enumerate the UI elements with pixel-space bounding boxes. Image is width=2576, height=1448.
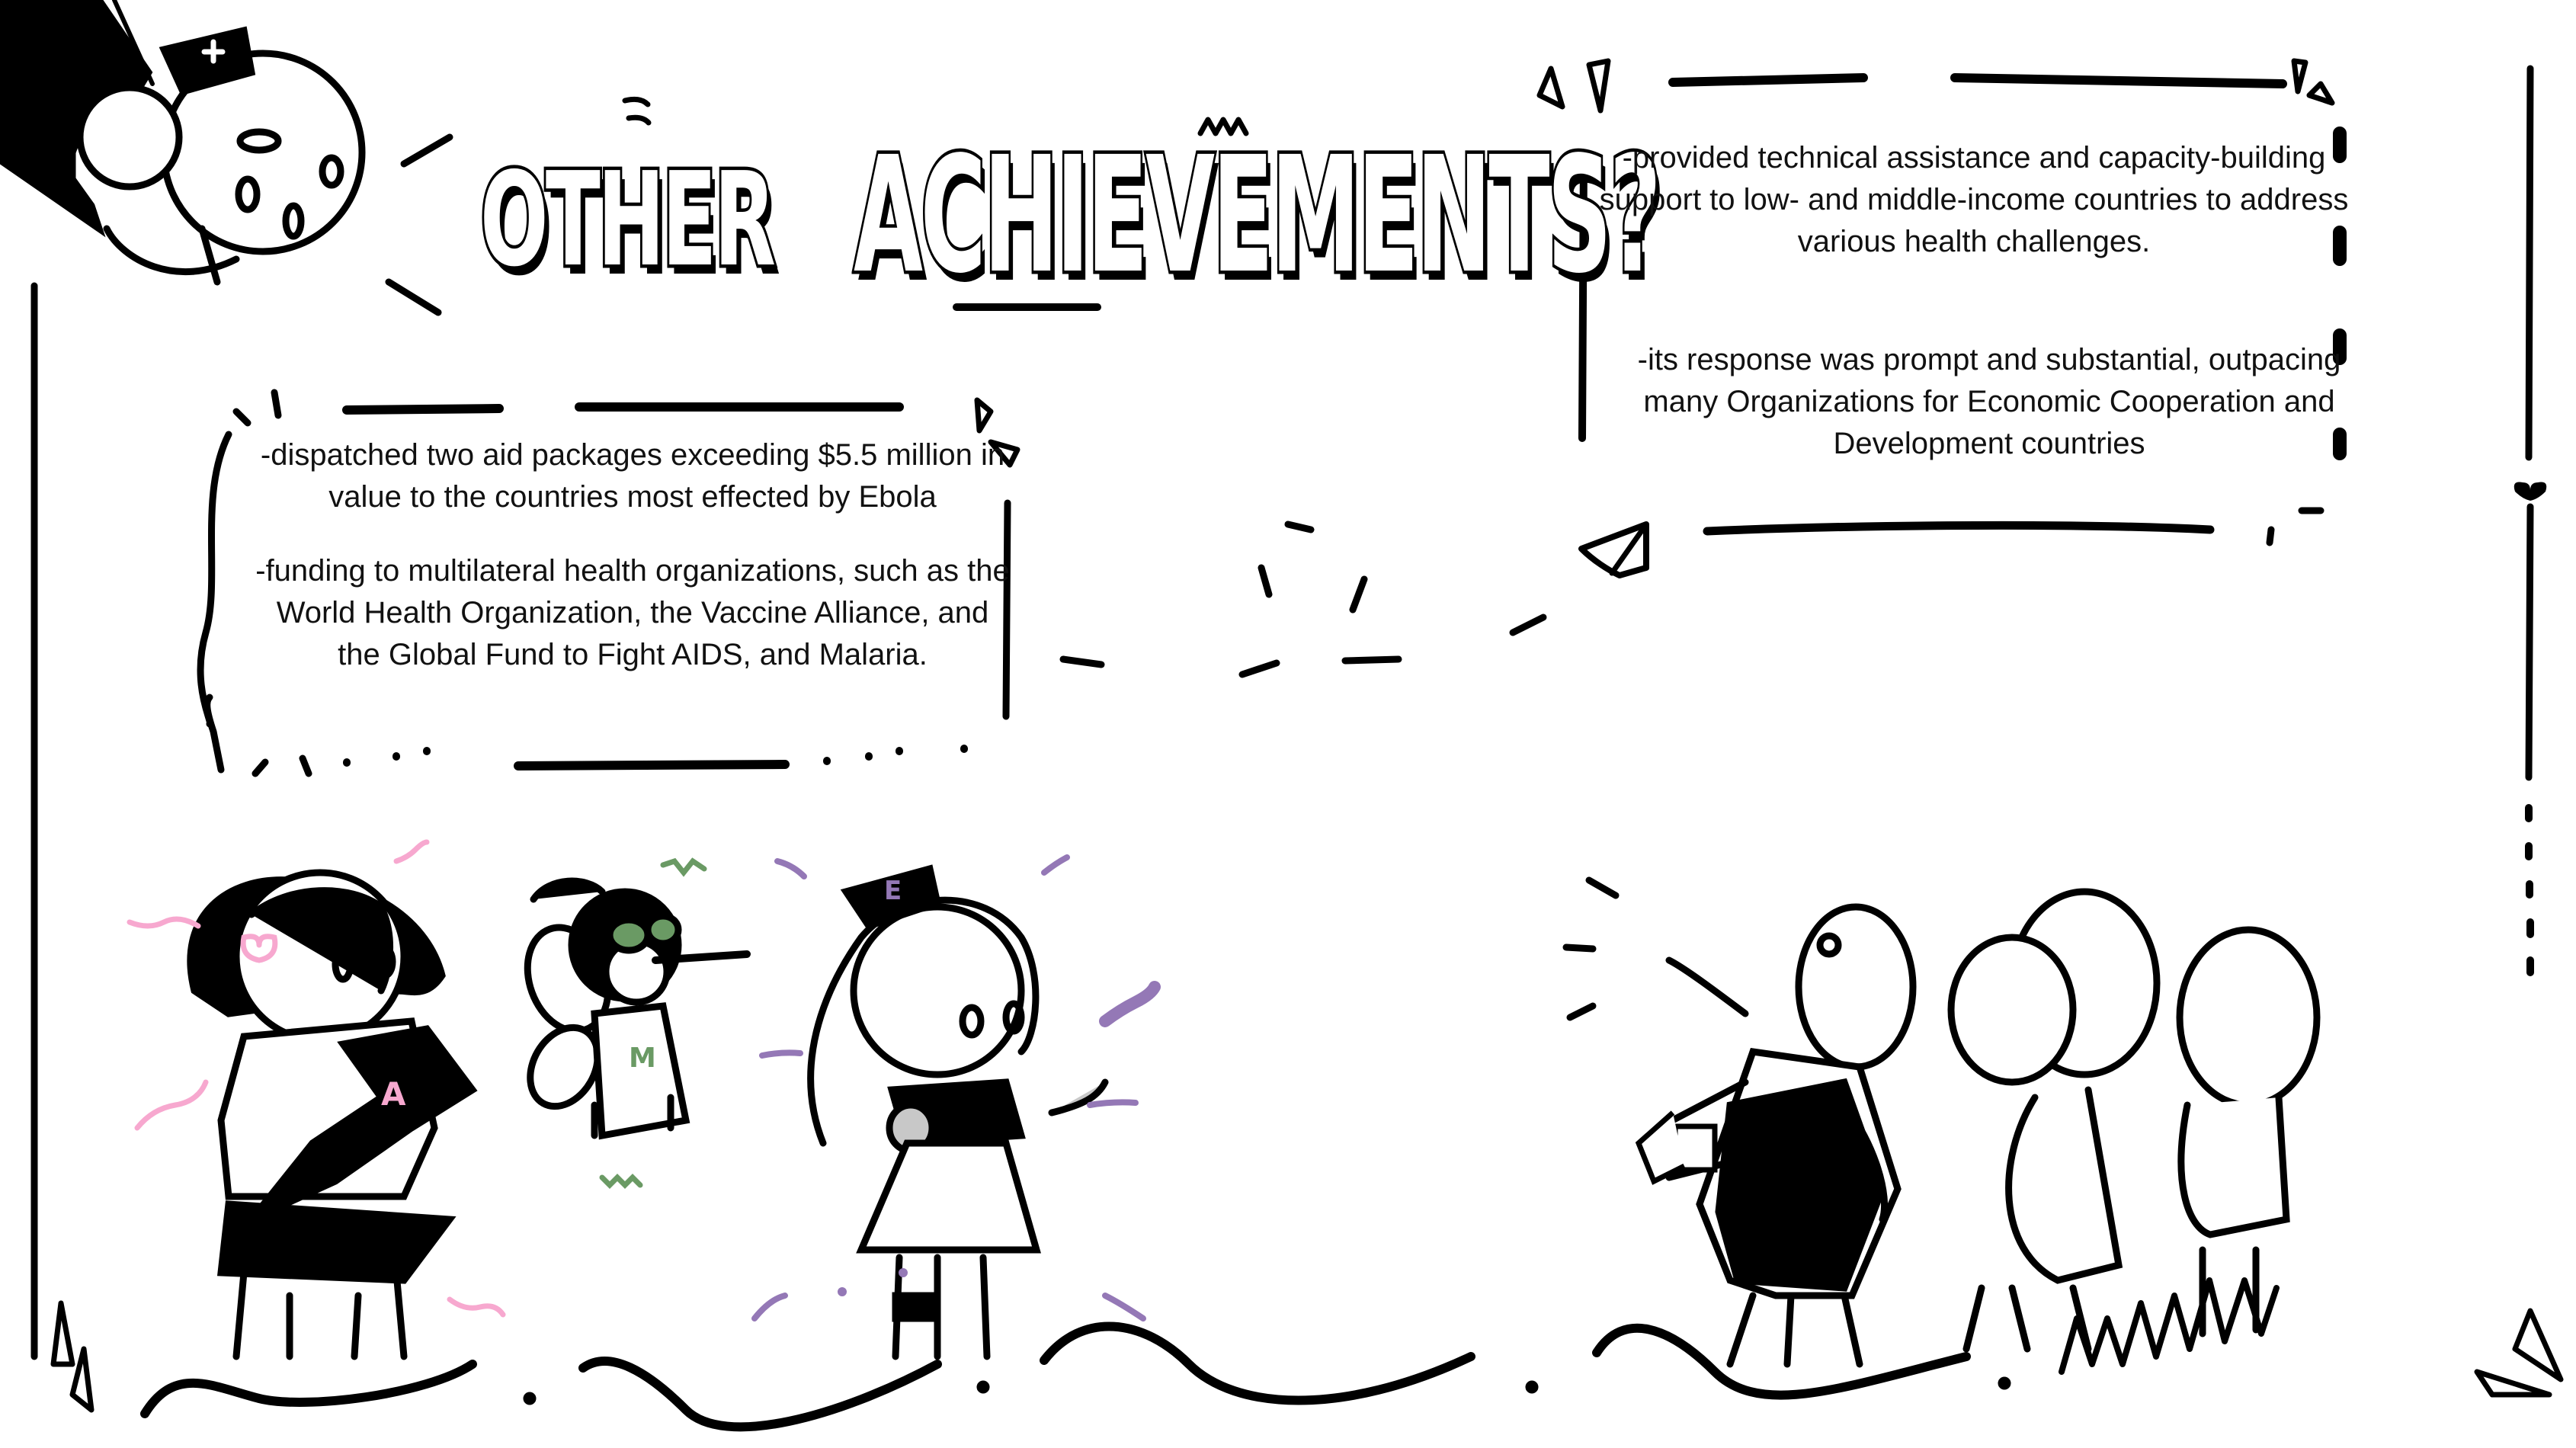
pink-girl-letter: A xyxy=(381,1075,406,1113)
right-achievements-item-technical-assistance: -provided technical assistance and capacity-building support to low- and middle-income countries to address various health challenges. xyxy=(1599,141,2349,258)
nurse-crowd-scene xyxy=(1665,892,2317,1364)
page-title xyxy=(480,114,1659,328)
left-achievements-box xyxy=(252,434,1014,676)
achievement-item-multilateral-funding: -funding to multilateral health organizations, such as the World Health Organization, the Vaccine Alliance, and the Global Fund to Fight AIDS, and Malaria. xyxy=(255,554,1010,671)
title-word-achievements: ACHIEVEMENTS? xyxy=(854,122,1659,309)
fairy-character xyxy=(514,881,747,1136)
heart-icon xyxy=(2514,482,2547,501)
right-achievements-item-response: -its response was prompt and substantial, outpacing many Organizations for Economic Cooperation and Development countries xyxy=(1637,343,2341,460)
fairy-letter: M xyxy=(629,1043,656,1074)
purple-girl-character xyxy=(811,869,1105,1357)
pink-girl-character xyxy=(191,873,473,1357)
nurse-character-topleft xyxy=(0,0,362,282)
apron-cross-symbol: + xyxy=(1665,1120,1704,1174)
achievement-item-ebola-aid: -dispatched two aid packages exceeding $5.5 million in value to the countries most effected by Ebola xyxy=(260,438,1005,514)
purple-girl-letter: E xyxy=(884,876,902,906)
title-word-other: OTHER xyxy=(480,145,774,296)
